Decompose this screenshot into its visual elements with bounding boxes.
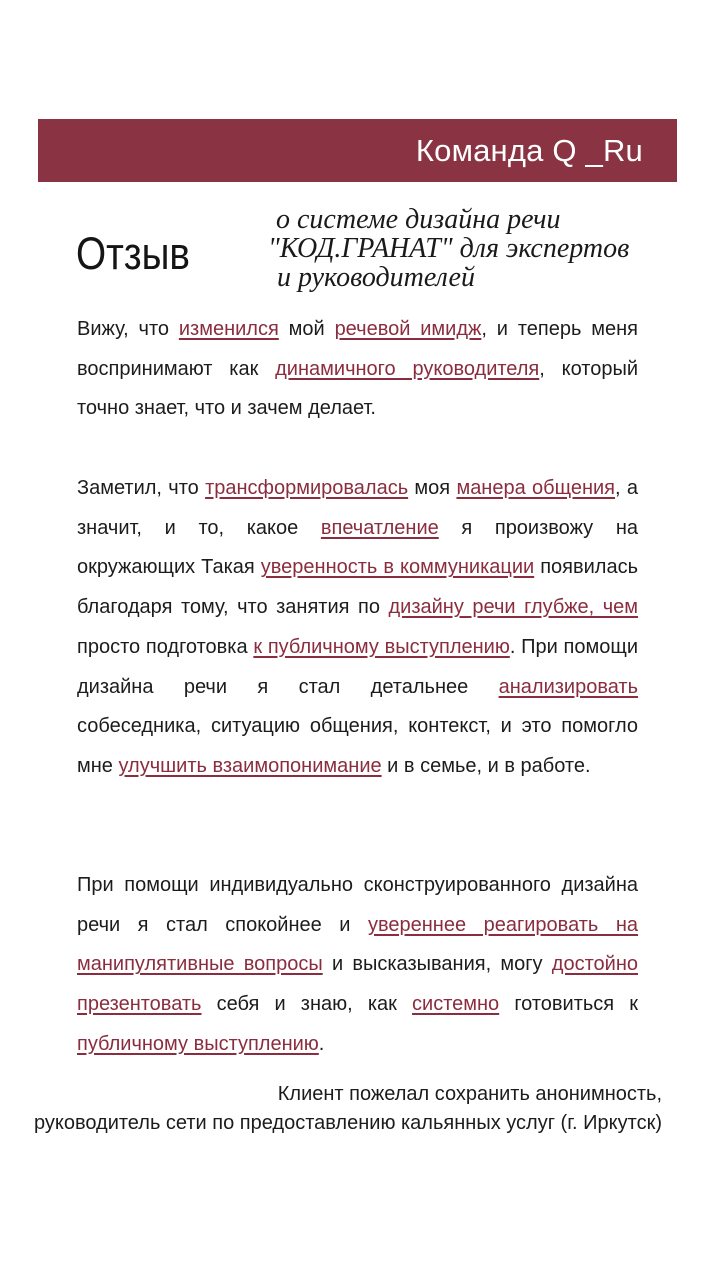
highlight-link[interactable]: манера общения [456, 477, 616, 499]
paragraph-text: . [318, 1032, 325, 1055]
paragraph-text: я произвожу на окружающих Такая [77, 516, 638, 579]
highlight-link[interactable]: публичному выступлению [77, 1032, 319, 1055]
signature-line-1: Клиент пожелал сохранить анонимность, [277, 1083, 662, 1105]
paragraph-text: собеседника, ситуацию общения, контекст, и это помогло мне [77, 715, 638, 777]
paragraph-text: Заметил, что [77, 477, 206, 499]
paragraph-text: , который точно знает, что и зачем делает. [77, 357, 639, 420]
subtitle-line: "КОД.ГРАНАТ" для экспертов [268, 233, 630, 264]
highlight-link[interactable]: трансформировалась [205, 477, 409, 499]
highlight-link[interactable]: анализировать [498, 675, 638, 698]
highlight-link[interactable]: изменился [178, 318, 279, 340]
paragraph-text: просто подготовка [77, 635, 254, 658]
review-paragraph-1 [77, 310, 638, 429]
highlight-link[interactable]: достойно презентовать [77, 953, 638, 1016]
review-signature [34, 1080, 662, 1138]
subtitle-line: о системе дизайна речи [276, 204, 561, 235]
paragraph-text: При помощи индивидуально сконструированного дизайна речи я стал спокойнее и [77, 874, 638, 936]
paragraph-text: появилась благодаря тому, что занятия по [77, 556, 639, 619]
highlight-link[interactable]: системно [412, 993, 500, 1016]
highlight-link[interactable]: уверенность в коммуникации [260, 556, 535, 579]
paragraph-text: и высказывания, могу [322, 953, 552, 976]
highlight-link[interactable]: дизайну речи глубже, чем [388, 596, 638, 619]
paragraph-text: Вижу, что [77, 318, 179, 340]
highlight-link[interactable]: речевой имидж [334, 318, 482, 340]
review-paragraph-2 [77, 469, 638, 787]
subtitle-line: и руководителей [277, 262, 475, 293]
highlight-link[interactable]: улучшить взаимопонимание [118, 754, 382, 777]
signature-line-2: руководитель сети по предоставлению кальянных услуг (г. Иркутск) [33, 1112, 662, 1134]
paragraph-text: и в семье, и в работе. [381, 754, 591, 777]
highlight-link[interactable]: впечатление [320, 516, 439, 539]
highlight-link[interactable]: к публичному выступлению [253, 635, 510, 658]
highlight-link[interactable]: динамичного руководителя [275, 357, 540, 380]
review-heading: Отзыв [76, 228, 190, 279]
paragraph-text: мой [278, 318, 335, 340]
paragraph-text: моя [408, 477, 457, 499]
brand-title: Команда Q _Ru [415, 133, 643, 168]
paragraph-text: , и теперь меня воспринимают как [77, 318, 638, 380]
paragraph-text: . При помощи дизайна речи я стал детальнее [77, 635, 638, 698]
paragraph-text: , а значит, и то, какое [77, 477, 638, 539]
highlight-link[interactable]: увереннее реагировать на манипулятивные вопросы [77, 913, 639, 976]
review-subtitle [268, 205, 688, 292]
paragraph-text: готовиться к [499, 993, 639, 1016]
header-bar [38, 119, 677, 182]
paragraph-text: себя и знаю, как [201, 993, 413, 1016]
review-paragraph-3 [77, 866, 638, 1065]
